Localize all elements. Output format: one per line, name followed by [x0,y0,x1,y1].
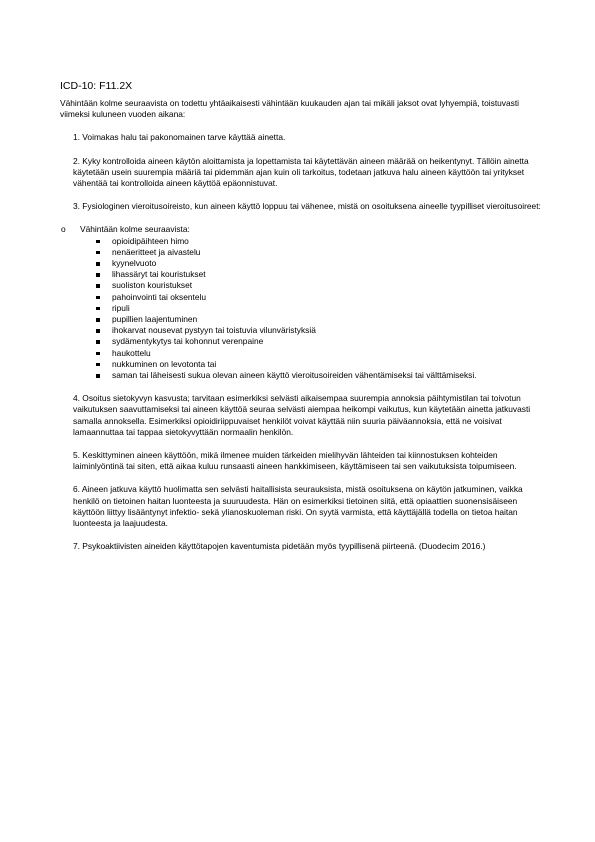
criterion-2: 2. Kyky kontrolloida aineen käytön aloittamista ja lopettamista tai käytettävän aineen määrää on heikentynyt. Tällöin ainetta käytetään usein suurempia määriä tai pidemmän ajan kuin oli tarkoitus, todetaan jatkuva halu aineen käyttöön tai yritykset vähentää tai kontrolloida aineen käyttöä epäonnistuvat. [73,155,529,189]
list-item [96,303,550,314]
list-item [96,258,550,269]
list-item [96,292,550,303]
square-bullet-icon [96,284,100,288]
symptom-text: ihokarvat nousevat pystyyn tai toistuvia vilunväristyksiä [112,325,316,336]
list-item [96,247,550,258]
symptom-text: ripuli [112,302,130,313]
criterion-6: 6. Aineen jatkuva käyttö huolimatta sen selvästi haitallisista seurauksista, mistä osoituksena on käytön jatkuminen, vaikka henkilö on tietoinen haitan luonteesta ja suuruudesta. Hän on esimerkiksi tietoinen siitä, että opiaattien suonensisäiseen käyttöön liittyy lisääntynyt infektio- sekä ylianoskuoleman riski. On syytä varmista, että käyttäjällä todella on tietoa haitan luonteesta ja laajuudesta. [73,484,523,529]
symptom-text: pupillien laajentuminen [112,314,198,325]
square-bullet-icon [96,340,100,344]
symptom-text: sydämentykytys tai kohonnut verenpaine [112,336,264,347]
list-item [96,370,550,381]
square-bullet-icon [96,363,100,367]
list-item [96,348,550,359]
square-bullet-icon [96,262,100,266]
symptom-text: opioidipäihteen himo [112,235,189,246]
list-item [96,280,550,291]
square-bullet-icon [96,329,100,333]
symptom-text: nukkuminen on levotonta tai [112,358,217,369]
list-item [96,236,550,247]
list-item [96,269,550,280]
square-bullet-icon [96,307,100,311]
criterion-1: 1. Voimakas halu tai pakonomainen tarve käyttää ainetta. [73,132,286,143]
symptom-text: saman tai läheisesti sukua olevan aineen käyttö vieroitusoireiden vähentämiseksi tai välttämiseksi. [112,370,477,381]
square-bullet-icon [96,296,100,300]
list-item [96,314,550,325]
criterion-5: 5. Keskittyminen aineen käyttöön, mikä ilmenee muiden tärkeiden mielihyvän lähteiden tai kiinnostuksen kohteiden laiminlyöntinä tai siten, että aikaa kuluu runsaasti aineen hankkimiseen, käyttämiseen tai sen vaikutuksista toipumiseen. [73,450,517,472]
symptom-text: pahoinvointi tai oksentelu [112,291,207,302]
square-bullet-icon [96,240,100,244]
symptom-text: suoliston kouristukset [112,280,193,291]
sublist-label: Vähintään kolme seuraavista: [80,224,190,235]
symptom-text: nenäeritteet ja aivastelu [112,246,201,257]
symptom-list [80,236,550,382]
list-item [96,359,550,370]
document-title: ICD-10: F11.2X [60,80,133,92]
document-body [60,80,550,565]
list-item [96,325,550,336]
square-bullet-icon [96,352,100,356]
square-bullet-icon [96,251,100,255]
list-item [96,336,550,347]
criterion-4: 4. Osoitus sietokyvyn kasvusta; tarvitaan esimerkiksi selvästi aikaisempaa suurempia annoksia päihtymistilan tai toivotun vaikutuksen saavuttamiseksi tai aineen käyttöä seuraa selvästi aiempaa heikompi vaikutus, kun käytetään ainetta jatkuvasti samalla annoksella. Esimerkiksi opioidiriippuvaiset henkilöt voivat käyttää niin suuria päiväannoksia, että ne voisivat lamaannuttaa tai tappaa sietokyvyttään normaalin henkilön. [73,393,531,437]
symptom-text: haukottelu [112,347,151,358]
withdrawal-sublist [60,224,550,381]
symptom-text: kyynelvuoto [112,258,157,269]
square-bullet-icon [96,273,100,277]
criterion-7: 7. Psykoaktiivisten aineiden käyttötapojen kaventumista pidetään myös tyypillisenä piirteenä. (Duodecim 2016.) [73,541,486,552]
square-bullet-icon [96,318,100,322]
criterion-3: 3. Fysiologinen vieroitusoireisto, kun aineen käyttö loppuu tai vähenee, mistä on osoituksena aineelle tyypilliset vieroitusoireet: [73,201,541,212]
circle-bullet-marker: o [61,224,66,235]
square-bullet-icon [96,374,100,378]
symptom-text: lihassäryt tai kouristukset [112,269,206,280]
intro-paragraph: Vähintään kolme seuraavista on todettu yhtäaikaisesti vähintään kuukauden ajan tai mikäli jaksot ovat lyhyempiä, toistuvasti viimeksi kuluneen vuoden aikana: [60,98,520,120]
